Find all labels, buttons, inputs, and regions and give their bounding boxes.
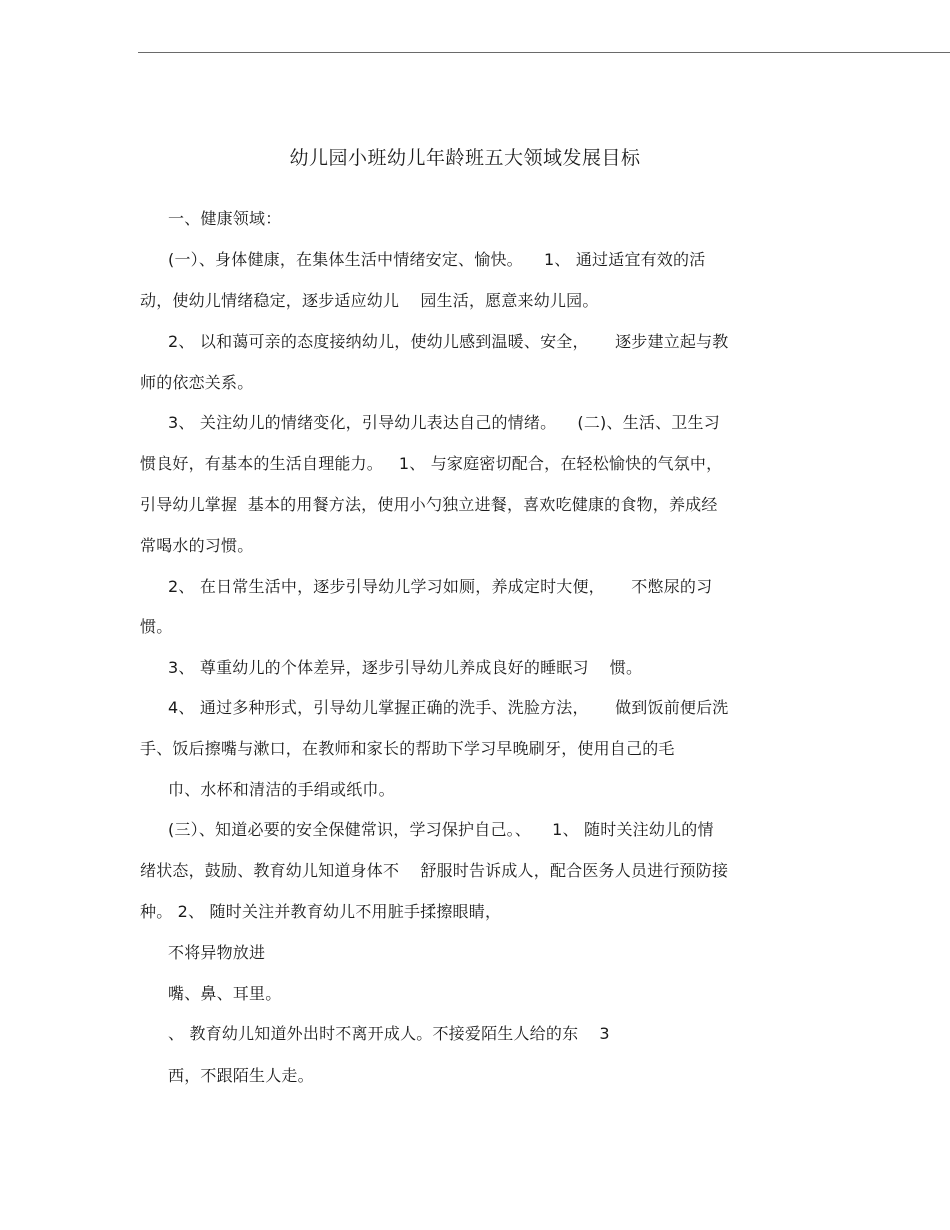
paragraph-line: 巾、水杯和清洁的手绢或纸巾。 [168, 780, 395, 799]
paragraph-line: 动，使幼儿情绪稳定，逐步适应幼儿 园生活，愿意来幼儿园。 [140, 291, 599, 310]
paragraph-line: 绪状态，鼓励、教育幼儿知道身体不 舒服时告诉成人，配合医务人员进行预防接 [140, 861, 729, 880]
header-rule [138, 52, 950, 53]
paragraph-line: 3、 尊重幼儿的个体差异，逐步引导幼儿养成良好的睡眠习 惯。 [168, 658, 643, 677]
paragraph-line: 嘴、鼻、耳里。 [168, 984, 282, 1003]
paragraph-line: 2、 在日常生活中，逐步引导幼儿学习如厕，养成定时大便， 不憋尿的习 [168, 577, 713, 596]
paragraph-line: 惯良好，有基本的生活自理能力。 1、 与家庭密切配合，在轻松愉快的气氛中， [140, 454, 723, 473]
paragraph-line: 常喝水的习惯。 [140, 536, 254, 555]
paragraph-line: 3、 关注幼儿的情绪变化，引导幼儿表达自己的情绪。 (二)、生活、卫生习 [168, 413, 720, 432]
paragraph-line: 种。 2、 随时关注并教育幼儿不用脏手揉擦眼睛， [140, 902, 502, 921]
paragraph-line: 、 教育幼儿知道外出时不离开成人。不接爱陌生人给的东 3 [168, 1024, 610, 1043]
paragraph-line: 惯。 [140, 617, 173, 636]
paragraph-line: 不将异物放进 [168, 943, 266, 962]
paragraph-line: 2、 以和蔼可亲的态度接纳幼儿，使幼儿感到温暖、安全， 逐步建立起与教 [168, 332, 729, 351]
paragraph-line: 4、 通过多种形式，引导幼儿掌握正确的洗手、洗脸方法， 做到饭前便后洗 [168, 698, 729, 717]
paragraph-line: 西，不跟陌生人走。 [168, 1066, 314, 1085]
document-title: 幼儿园小班幼儿年龄班五大领域发展目标 [289, 147, 641, 169]
paragraph-line: 师的依恋关系。 [140, 373, 254, 392]
paragraph-line: (三）、知道必要的安全保健常识，学习保护自己。、 1、 随时关注幼儿的情 [168, 820, 714, 839]
section-heading: 一、健康领域： [168, 209, 282, 228]
paragraph-line: (一）、身体健康，在集体生活中情绪安定、愉快。 1、 通过适宜有效的活 [168, 250, 706, 269]
paragraph-line: 手、饭后擦嘴与漱口，在教师和家长的帮助下学习早晚刷牙，使用自己的毛 [140, 739, 675, 758]
paragraph-line: 引导幼儿掌握 基本的用餐方法，使用小勺独立进餐，喜欢吃健康的食物，养成经 [140, 495, 718, 514]
